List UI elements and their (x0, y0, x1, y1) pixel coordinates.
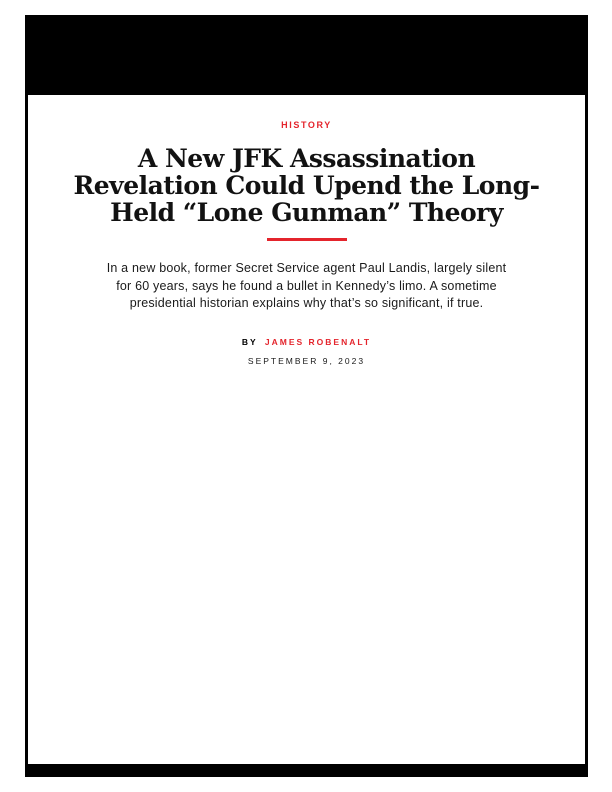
article-card (25, 15, 588, 777)
footer-band (25, 764, 588, 777)
headline-line-3: Held “Lone Gunman” Theory (110, 198, 503, 227)
category-label[interactable]: HISTORY (281, 120, 332, 130)
red-divider-rule (267, 238, 347, 241)
byline (242, 337, 371, 347)
article-dek (107, 260, 507, 313)
article-content (25, 95, 588, 764)
byline-prefix: BY (241, 336, 258, 347)
site-masthead-band (25, 15, 588, 95)
dek-line-1: In a new book, former Secret Service agent Paul Landis, largely silent (106, 261, 507, 275)
article-headline (73, 145, 539, 226)
headline-line-2: Revelation Could Upend the Long- (73, 171, 540, 200)
dek-line-2: for 60 years, says he found a bullet in Kennedy’s limo. A sometime (116, 278, 497, 293)
byline-author[interactable]: JAMES ROBENALT (264, 336, 372, 347)
dek-line-3: presidential historian explains why that’s so significant, if true. (129, 296, 484, 310)
headline-line-1: A New JFK Assassination (137, 144, 476, 173)
publish-date: SEPTEMBER 9, 2023 (247, 355, 366, 366)
